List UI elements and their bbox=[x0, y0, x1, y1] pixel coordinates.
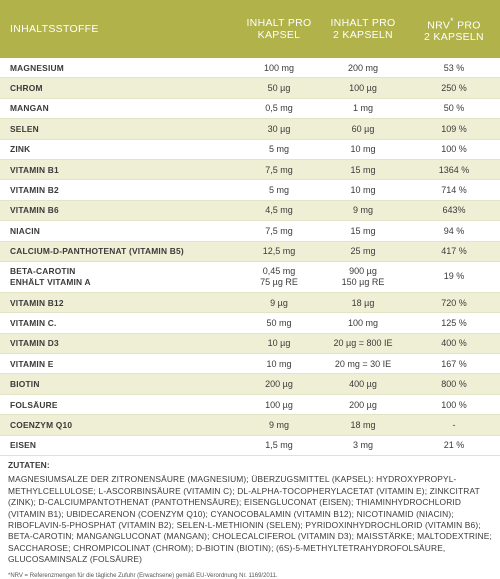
amount-per-two-capsules-line: 1 mg bbox=[352, 103, 373, 114]
amount-per-capsule bbox=[240, 374, 318, 394]
header-per-two-capsules-line2: 2 KAPSELN bbox=[333, 29, 393, 41]
header-nrv-asterisk: * bbox=[450, 15, 454, 26]
amount-per-two-capsules bbox=[318, 292, 408, 312]
amount-per-two-capsules bbox=[318, 261, 408, 292]
amount-per-two-capsules-line: 200 mg bbox=[347, 62, 379, 73]
amount-per-two-capsules bbox=[318, 159, 408, 179]
ingredient-name-line: VITAMIN B2 bbox=[10, 185, 59, 196]
nrv-percent: 19 % bbox=[408, 261, 500, 292]
amount-per-two-capsules-line: 60 µg bbox=[351, 123, 375, 134]
amount-per-capsule bbox=[240, 180, 318, 200]
amount-per-two-capsules-line: 200 µg bbox=[349, 399, 377, 410]
amount-per-two-capsules-line: 150 µg RE bbox=[341, 276, 385, 287]
amount-per-capsule-line: 200 µg bbox=[265, 379, 293, 390]
ingredient-name-line: CHROM bbox=[10, 83, 43, 94]
ingredient-name bbox=[0, 98, 240, 118]
amount-per-capsule bbox=[240, 292, 318, 312]
ingredient-name bbox=[0, 313, 240, 333]
ingredient-name-line: BETA-CAROTIN bbox=[10, 265, 76, 276]
header-nrv-line2: 2 KAPSELN bbox=[424, 31, 484, 44]
amount-per-two-capsules-line: 100 µg bbox=[349, 83, 377, 94]
table-row bbox=[0, 374, 500, 394]
header-nrv-label: NRV bbox=[427, 19, 451, 32]
table-row bbox=[0, 78, 500, 98]
amount-per-capsule bbox=[240, 354, 318, 374]
ingredient-name-line: VITAMIN D3 bbox=[10, 338, 59, 349]
amount-per-two-capsules-line: 15 mg bbox=[350, 164, 376, 175]
amount-per-capsule-line: 9 mg bbox=[268, 419, 289, 430]
amount-per-capsule bbox=[240, 313, 318, 333]
amount-per-capsule-line: 75 µg RE bbox=[260, 276, 298, 287]
header-nrv-pro: PRO bbox=[453, 19, 481, 32]
table-row bbox=[0, 200, 500, 220]
ingredient-name-line: NIACIN bbox=[10, 225, 41, 236]
ingredient-name bbox=[0, 119, 240, 139]
ingredients-title: ZUTATEN: bbox=[8, 460, 50, 471]
table-row bbox=[0, 119, 500, 139]
amount-per-capsule bbox=[240, 241, 318, 261]
ingredient-name bbox=[0, 354, 240, 374]
amount-per-capsule-line: 50 µg bbox=[267, 83, 291, 94]
ingredient-name bbox=[0, 374, 240, 394]
amount-per-two-capsules-line: 10 mg bbox=[350, 144, 376, 155]
amount-per-capsule-line: 12,5 mg bbox=[262, 246, 296, 257]
nrv-percent: - bbox=[408, 415, 500, 435]
ingredient-name-line: MAGNESIUM bbox=[10, 62, 64, 73]
ingredient-name bbox=[0, 139, 240, 159]
amount-per-two-capsules bbox=[318, 98, 408, 118]
ingredient-name bbox=[0, 241, 240, 261]
nrv-percent: 21 % bbox=[408, 435, 500, 455]
ingredient-name-line: VITAMIN B12 bbox=[10, 297, 64, 308]
nrv-percent: 100 % bbox=[408, 139, 500, 159]
amount-per-two-capsules bbox=[318, 354, 408, 374]
ingredient-name bbox=[0, 394, 240, 414]
ingredient-name-line: VITAMIN B1 bbox=[10, 164, 59, 175]
table-row bbox=[0, 313, 500, 333]
nrv-percent: 800 % bbox=[408, 374, 500, 394]
ingredient-name bbox=[0, 415, 240, 435]
ingredient-name-line: VITAMIN C. bbox=[10, 317, 57, 328]
header-per-capsule-line1: INHALT PRO bbox=[246, 17, 312, 29]
amount-per-capsule bbox=[240, 159, 318, 179]
amount-per-two-capsules-line: 25 mg bbox=[350, 246, 376, 257]
amount-per-capsule bbox=[240, 139, 318, 159]
amount-per-two-capsules bbox=[318, 313, 408, 333]
amount-per-two-capsules-line: 10 mg bbox=[350, 185, 376, 196]
ingredient-name bbox=[0, 261, 240, 292]
nrv-percent: 417 % bbox=[408, 241, 500, 261]
amount-per-capsule bbox=[240, 221, 318, 241]
table-header bbox=[0, 0, 500, 58]
ingredient-name bbox=[0, 200, 240, 220]
amount-per-two-capsules bbox=[318, 200, 408, 220]
table-row bbox=[0, 139, 500, 159]
amount-per-two-capsules-line: 9 mg bbox=[352, 205, 373, 216]
amount-per-capsule-line: 7,5 mg bbox=[265, 225, 293, 236]
amount-per-two-capsules bbox=[318, 221, 408, 241]
ingredient-name bbox=[0, 159, 240, 179]
table-row bbox=[0, 98, 500, 118]
ingredient-name-line: COENZYM Q10 bbox=[10, 419, 73, 430]
amount-per-capsule bbox=[240, 200, 318, 220]
table-row bbox=[0, 159, 500, 179]
amount-per-two-capsules bbox=[318, 180, 408, 200]
table-row bbox=[0, 221, 500, 241]
amount-per-two-capsules-line: 18 µg bbox=[351, 297, 375, 308]
amount-per-capsule bbox=[240, 394, 318, 414]
amount-per-capsule bbox=[240, 78, 318, 98]
amount-per-two-capsules-line: 18 mg bbox=[350, 419, 376, 430]
header-nrv bbox=[408, 0, 500, 58]
nrv-percent: 167 % bbox=[408, 354, 500, 374]
table-row bbox=[0, 435, 500, 455]
nrv-percent: 250 % bbox=[408, 78, 500, 98]
amount-per-capsule bbox=[240, 98, 318, 118]
amount-per-two-capsules bbox=[318, 333, 408, 353]
ingredient-name-line: FOLSÄURE bbox=[10, 399, 58, 410]
amount-per-capsule-line: 100 µg bbox=[265, 399, 293, 410]
nrv-percent: 100 % bbox=[408, 394, 500, 414]
amount-per-capsule bbox=[240, 435, 318, 455]
table-row bbox=[0, 292, 500, 312]
header-per-two-capsules-line1: INHALT PRO bbox=[330, 17, 396, 29]
ingredient-name-line: EISEN bbox=[10, 440, 37, 451]
table-row bbox=[0, 354, 500, 374]
amount-per-two-capsules bbox=[318, 119, 408, 139]
amount-per-two-capsules bbox=[318, 58, 408, 78]
amount-per-two-capsules bbox=[318, 415, 408, 435]
amount-per-two-capsules bbox=[318, 139, 408, 159]
nrv-percent: 720 % bbox=[408, 292, 500, 312]
ingredient-name bbox=[0, 78, 240, 98]
ingredient-name-line: SELEN bbox=[10, 123, 39, 134]
amount-per-capsule-line: 1,5 mg bbox=[265, 440, 293, 451]
amount-per-two-capsules-line: 900 µg bbox=[349, 265, 377, 276]
amount-per-capsule bbox=[240, 415, 318, 435]
amount-per-two-capsules-line: 100 mg bbox=[347, 317, 379, 328]
nrv-percent: 643% bbox=[408, 200, 500, 220]
ingredient-name-line: VITAMIN E bbox=[10, 358, 54, 369]
amount-per-capsule bbox=[240, 58, 318, 78]
nrv-percent: 125 % bbox=[408, 313, 500, 333]
amount-per-capsule bbox=[240, 119, 318, 139]
ingredient-name-line: VITAMIN B6 bbox=[10, 205, 59, 216]
nrv-percent: 400 % bbox=[408, 333, 500, 353]
table-row bbox=[0, 261, 500, 292]
ingredient-name-line: ENHÄLT VITAMIN A bbox=[10, 276, 91, 287]
amount-per-capsule-line: 50 mg bbox=[266, 317, 292, 328]
ingredient-name-line: ZINK bbox=[10, 144, 31, 155]
nrv-percent: 109 % bbox=[408, 119, 500, 139]
nrv-percent: 714 % bbox=[408, 180, 500, 200]
amount-per-capsule-line: 10 µg bbox=[267, 338, 291, 349]
ingredient-name bbox=[0, 435, 240, 455]
table-row bbox=[0, 415, 500, 435]
amount-per-two-capsules bbox=[318, 78, 408, 98]
amount-per-two-capsules bbox=[318, 374, 408, 394]
amount-per-capsule-line: 5 mg bbox=[268, 185, 289, 196]
amount-per-capsule-line: 100 mg bbox=[263, 62, 295, 73]
table-row bbox=[0, 333, 500, 353]
amount-per-two-capsules-line: 20 µg = 800 IE bbox=[333, 338, 393, 349]
amount-per-capsule-line: 0,45 mg bbox=[262, 265, 296, 276]
amount-per-two-capsules bbox=[318, 394, 408, 414]
amount-per-capsule bbox=[240, 261, 318, 292]
nrv-footnote: *NRV = Referenzmengen für die tägliche Zufuhr (Erwachsene) gemäß EU-Verordnung Nr. 1169/2011. bbox=[8, 572, 278, 579]
ingredient-name bbox=[0, 333, 240, 353]
ingredient-name-line: BIOTIN bbox=[10, 379, 40, 390]
header-per-capsule bbox=[240, 0, 318, 58]
amount-per-capsule-line: 5 mg bbox=[268, 144, 289, 155]
header-ingredients: INHALTSSTOFFE bbox=[0, 0, 240, 58]
amount-per-two-capsules-line: 15 mg bbox=[350, 225, 376, 236]
amount-per-two-capsules bbox=[318, 241, 408, 261]
amount-per-two-capsules bbox=[318, 435, 408, 455]
amount-per-capsule-line: 0,5 mg bbox=[265, 103, 293, 114]
header-per-capsule-line2: KAPSEL bbox=[257, 29, 301, 41]
ingredients-section bbox=[0, 456, 500, 566]
ingredient-name-line: CALCIUM-D-PANTHOTENAT (VITAMIN B5) bbox=[10, 246, 184, 257]
amount-per-capsule bbox=[240, 333, 318, 353]
amount-per-capsule-line: 30 µg bbox=[267, 123, 291, 134]
nrv-percent: 1364 % bbox=[408, 159, 500, 179]
table-row bbox=[0, 394, 500, 414]
header-per-two-capsules bbox=[318, 0, 408, 58]
nrv-percent: 53 % bbox=[408, 58, 500, 78]
amount-per-capsule-line: 10 mg bbox=[266, 358, 292, 369]
table-row bbox=[0, 241, 500, 261]
ingredient-name bbox=[0, 292, 240, 312]
ingredients-text: MAGNESIUMSALZE DER ZITRONENSÄURE (MAGNESIUM); ÜBERZUGSMITTEL (KAPSEL): HYDROXYPROPYL-METHYLCELLULOSE; L-ASCORBINSÄURE (VITAMIN C); DL-ALPHA-TOCOPHERYLACETAT (VITAMIN E); ZINKCITRAT (ZINK); D-CALCIUMPANTOTHENAT (PANTOTHENSÄURE); EISENGLUCONAT (EISEN); THIAMINHYDROCHLORID (VITAMIN B1); UBIDECARENON (COENZYM Q10); CYANOCOBALAMIN (VITAMIN B12); NICOTINAMID (NIACIN); RIBOFLAVIN-5-PHOSPHAT (VITAMIN B2); SELEN-L-METHIONIN (SELEN); PYRIDOXINHYDROCHLORID (VITAMIN B6); BETA-CAROTIN; MANGANGLUCONAT (MANGAN); CHOLECALCIFEROL (VITAMIN D3); MAISSTÄRKE; MALTODEXTRINE; SACCHAROSE; CHROMPICOLINAT (CHROM); D-BIOTIN (BIOTIN); (6S)-5-METHYLTETRAHYDROFOLSÄURE, GLUCOSAMINSALZ (FOLSÄURE) bbox=[8, 474, 492, 565]
amount-per-two-capsules-line: 400 µg bbox=[349, 379, 377, 390]
ingredient-name bbox=[0, 221, 240, 241]
table-body bbox=[0, 58, 500, 456]
ingredient-name bbox=[0, 58, 240, 78]
amount-per-capsule-line: 7,5 mg bbox=[265, 164, 293, 175]
amount-per-two-capsules-line: 3 mg bbox=[352, 440, 373, 451]
amount-per-capsule-line: 4,5 mg bbox=[265, 205, 293, 216]
nrv-percent: 94 % bbox=[408, 221, 500, 241]
nrv-percent: 50 % bbox=[408, 98, 500, 118]
ingredient-name bbox=[0, 180, 240, 200]
amount-per-capsule-line: 9 µg bbox=[270, 297, 288, 308]
table-row bbox=[0, 58, 500, 78]
table-row bbox=[0, 180, 500, 200]
ingredient-name-line: MANGAN bbox=[10, 103, 49, 114]
amount-per-two-capsules-line: 20 mg = 30 IE bbox=[334, 358, 392, 369]
